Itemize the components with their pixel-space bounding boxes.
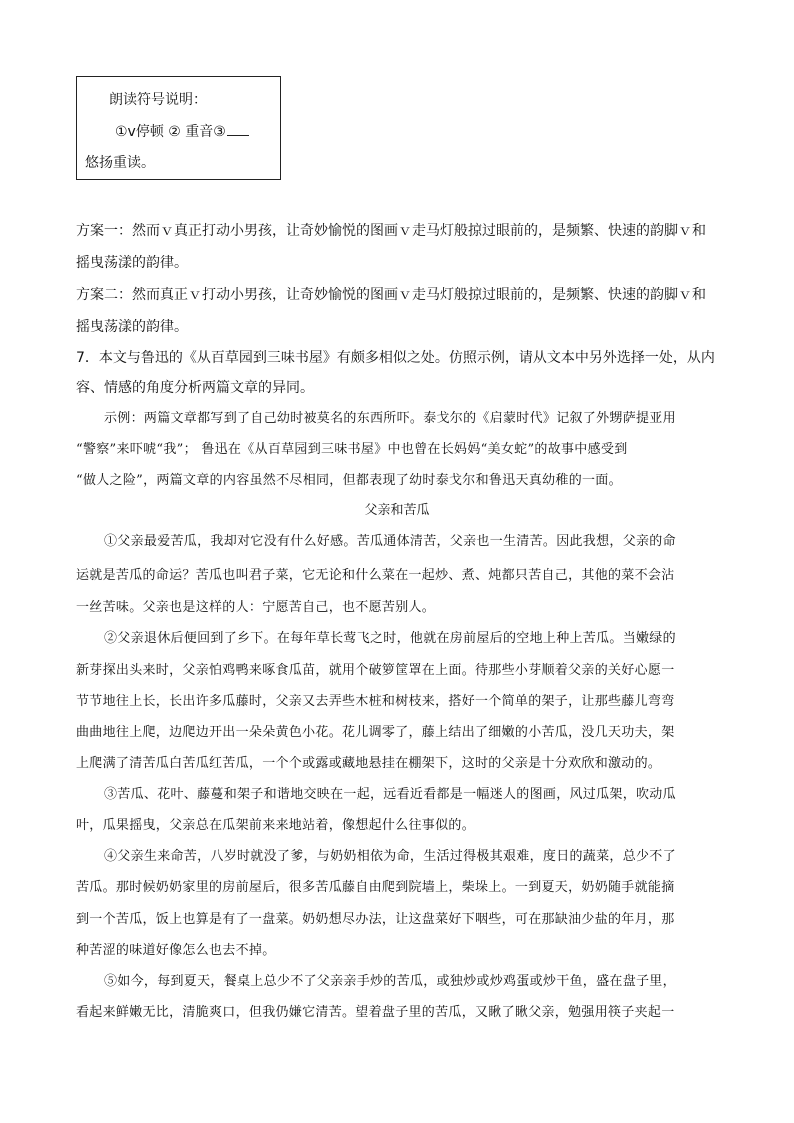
paragraph-4-line: ④父亲生来命苦，八岁时就没了爹，与奶奶相依为命，生活过得极其艰难，度日的蔬菜，总少不了 xyxy=(104,849,676,864)
paragraph-2-line: 曲曲地往上爬，边爬边开出一朵朵黄色小花。花儿调零了，藤上结出了细嫩的小苦瓜，没几天功夫，架 xyxy=(76,725,675,740)
paragraph-1-line: 一丝苦味。父亲也是这样的人：宁愿苦自己，也不愿苦别人。 xyxy=(76,600,436,615)
question7-line1: 7．本文与鲁迅的《从百草园到三味书屋》有颇多相似之处。仿照示例，请从文本中另外选择一处，从内 xyxy=(76,350,715,366)
paragraph-2-line: 新芽探出头来时，父亲怕鸡鸭来啄食瓜苗，就用个破箩筐罩在上面。待那些小芽顺着父亲的关好心愿一 xyxy=(76,663,675,678)
plan2-line1: 方案二：然而真正ｖ打动小男孩，让奇妙愉悦的图画ｖ走马灯般掠过眼前的，是频繁、快速的韵脚ｖ和 xyxy=(76,287,706,303)
paragraph-3-line: ③苦瓜、花叶、藤蔓和架子和谐地交映在一起，远看近看都是一幅迷人的图画，风过瓜架，吹动瓜 xyxy=(104,787,676,802)
paragraph-1-line: ①父亲最爱苦瓜，我却对它没有什么好感。苦瓜通体清苦，父亲也一生清苦。因此我想，父亲的命 xyxy=(104,534,676,549)
legend-last-line: 悠扬重读。 xyxy=(85,155,155,171)
example-line2: “警察”来吓唬“我”； 鲁迅在《从百草园到三味书屋》中也曾在长妈妈“美女蛇”的故事中感受到 xyxy=(76,442,628,457)
paragraph-4-line: 苦瓜。那时候奶奶家里的房前屋后，很多苦瓜藤自由爬到院墙上，柴垛上。一到夏天，奶奶随手就能摘 xyxy=(76,880,675,895)
legend-symbols-text: ①v停顿 ② 重音③ xyxy=(115,124,226,140)
paragraph-3-line: 叶，瓜果摇曳，父亲总在瓜架前来来地站着，像想起什么往事似的。 xyxy=(76,818,476,833)
example-line3: “做人之险”，两篇文章的内容虽然不尽相同，但都表现了幼时泰戈尔和鲁迅天真幼稚的一面。 xyxy=(76,473,622,488)
legend-title: 朗读符号说明： xyxy=(109,92,207,108)
plan2-line2: 摇曳荡漾的韵律。 xyxy=(76,319,188,335)
paragraph-4-line: 种苦涩的味道好像怎么也去不掉。 xyxy=(76,943,276,958)
paragraph-5-line: ⑤如今，每到夏天，餐桌上总少不了父亲亲手炒的苦瓜，或独炒或炒鸡蛋或炒干鱼，盛在盘子里， xyxy=(104,974,676,989)
question7-line2: 容、情感的角度分析两篇文章的异同。 xyxy=(76,380,314,396)
example-line1: 示例：两篇文章都写到了自己幼时被莫名的东西所吓。泰戈尔的《启蒙时代》记叙了外甥萨提亚用 xyxy=(104,411,676,426)
paragraph-2-line: 节节地往上长，长出许多瓜藤时，父亲又去弄些木桩和树枝来，搭好一个简单的架子，让那些藤儿弯弯 xyxy=(76,694,675,709)
underline-mark xyxy=(227,123,249,136)
passage-title: 父亲和苦瓜 xyxy=(364,503,430,518)
plan1-line2: 摇曳荡漾的韵律。 xyxy=(76,255,188,271)
paragraph-2-line: 上爬满了清苦瓜白苦瓜红苦瓜，一个个或露或藏地悬挂在棚架下，这时的父亲是十分欢欣和激动的。 xyxy=(76,756,662,771)
paragraph-1-line: 运就是苦瓜的命运？苦瓜也叫君子菜，它无论和什么菜在一起炒、煮、炖都只苦自己，其他的菜不会沾 xyxy=(76,568,675,583)
plan1-line1: 方案一：然而ｖ真正打动小男孩，让奇妙愉悦的图画ｖ走马灯般掠过眼前的，是频繁、快速的韵脚ｖ和 xyxy=(76,223,706,239)
reading-symbols-legend xyxy=(76,76,281,180)
paragraph-4-line: 到一个苦瓜，饭上也算是有了一盘菜。奶奶想尽办法，让这盘菜好下咽些，可在那缺油少盐的年月，那 xyxy=(76,912,675,927)
paragraph-5-line: 看起来鲜嫩无比，清脆爽口，但我仍嫌它清苦。望着盘子里的苦瓜，又瞅了瞅父亲，勉强用筷子夹起一 xyxy=(76,1005,675,1020)
paragraph-2-line: ②父亲退休后便回到了乡下。在每年草长莺飞之时，他就在房前屋后的空地上种上苦瓜。当嫩绿的 xyxy=(104,631,676,646)
legend-symbols xyxy=(115,121,249,141)
